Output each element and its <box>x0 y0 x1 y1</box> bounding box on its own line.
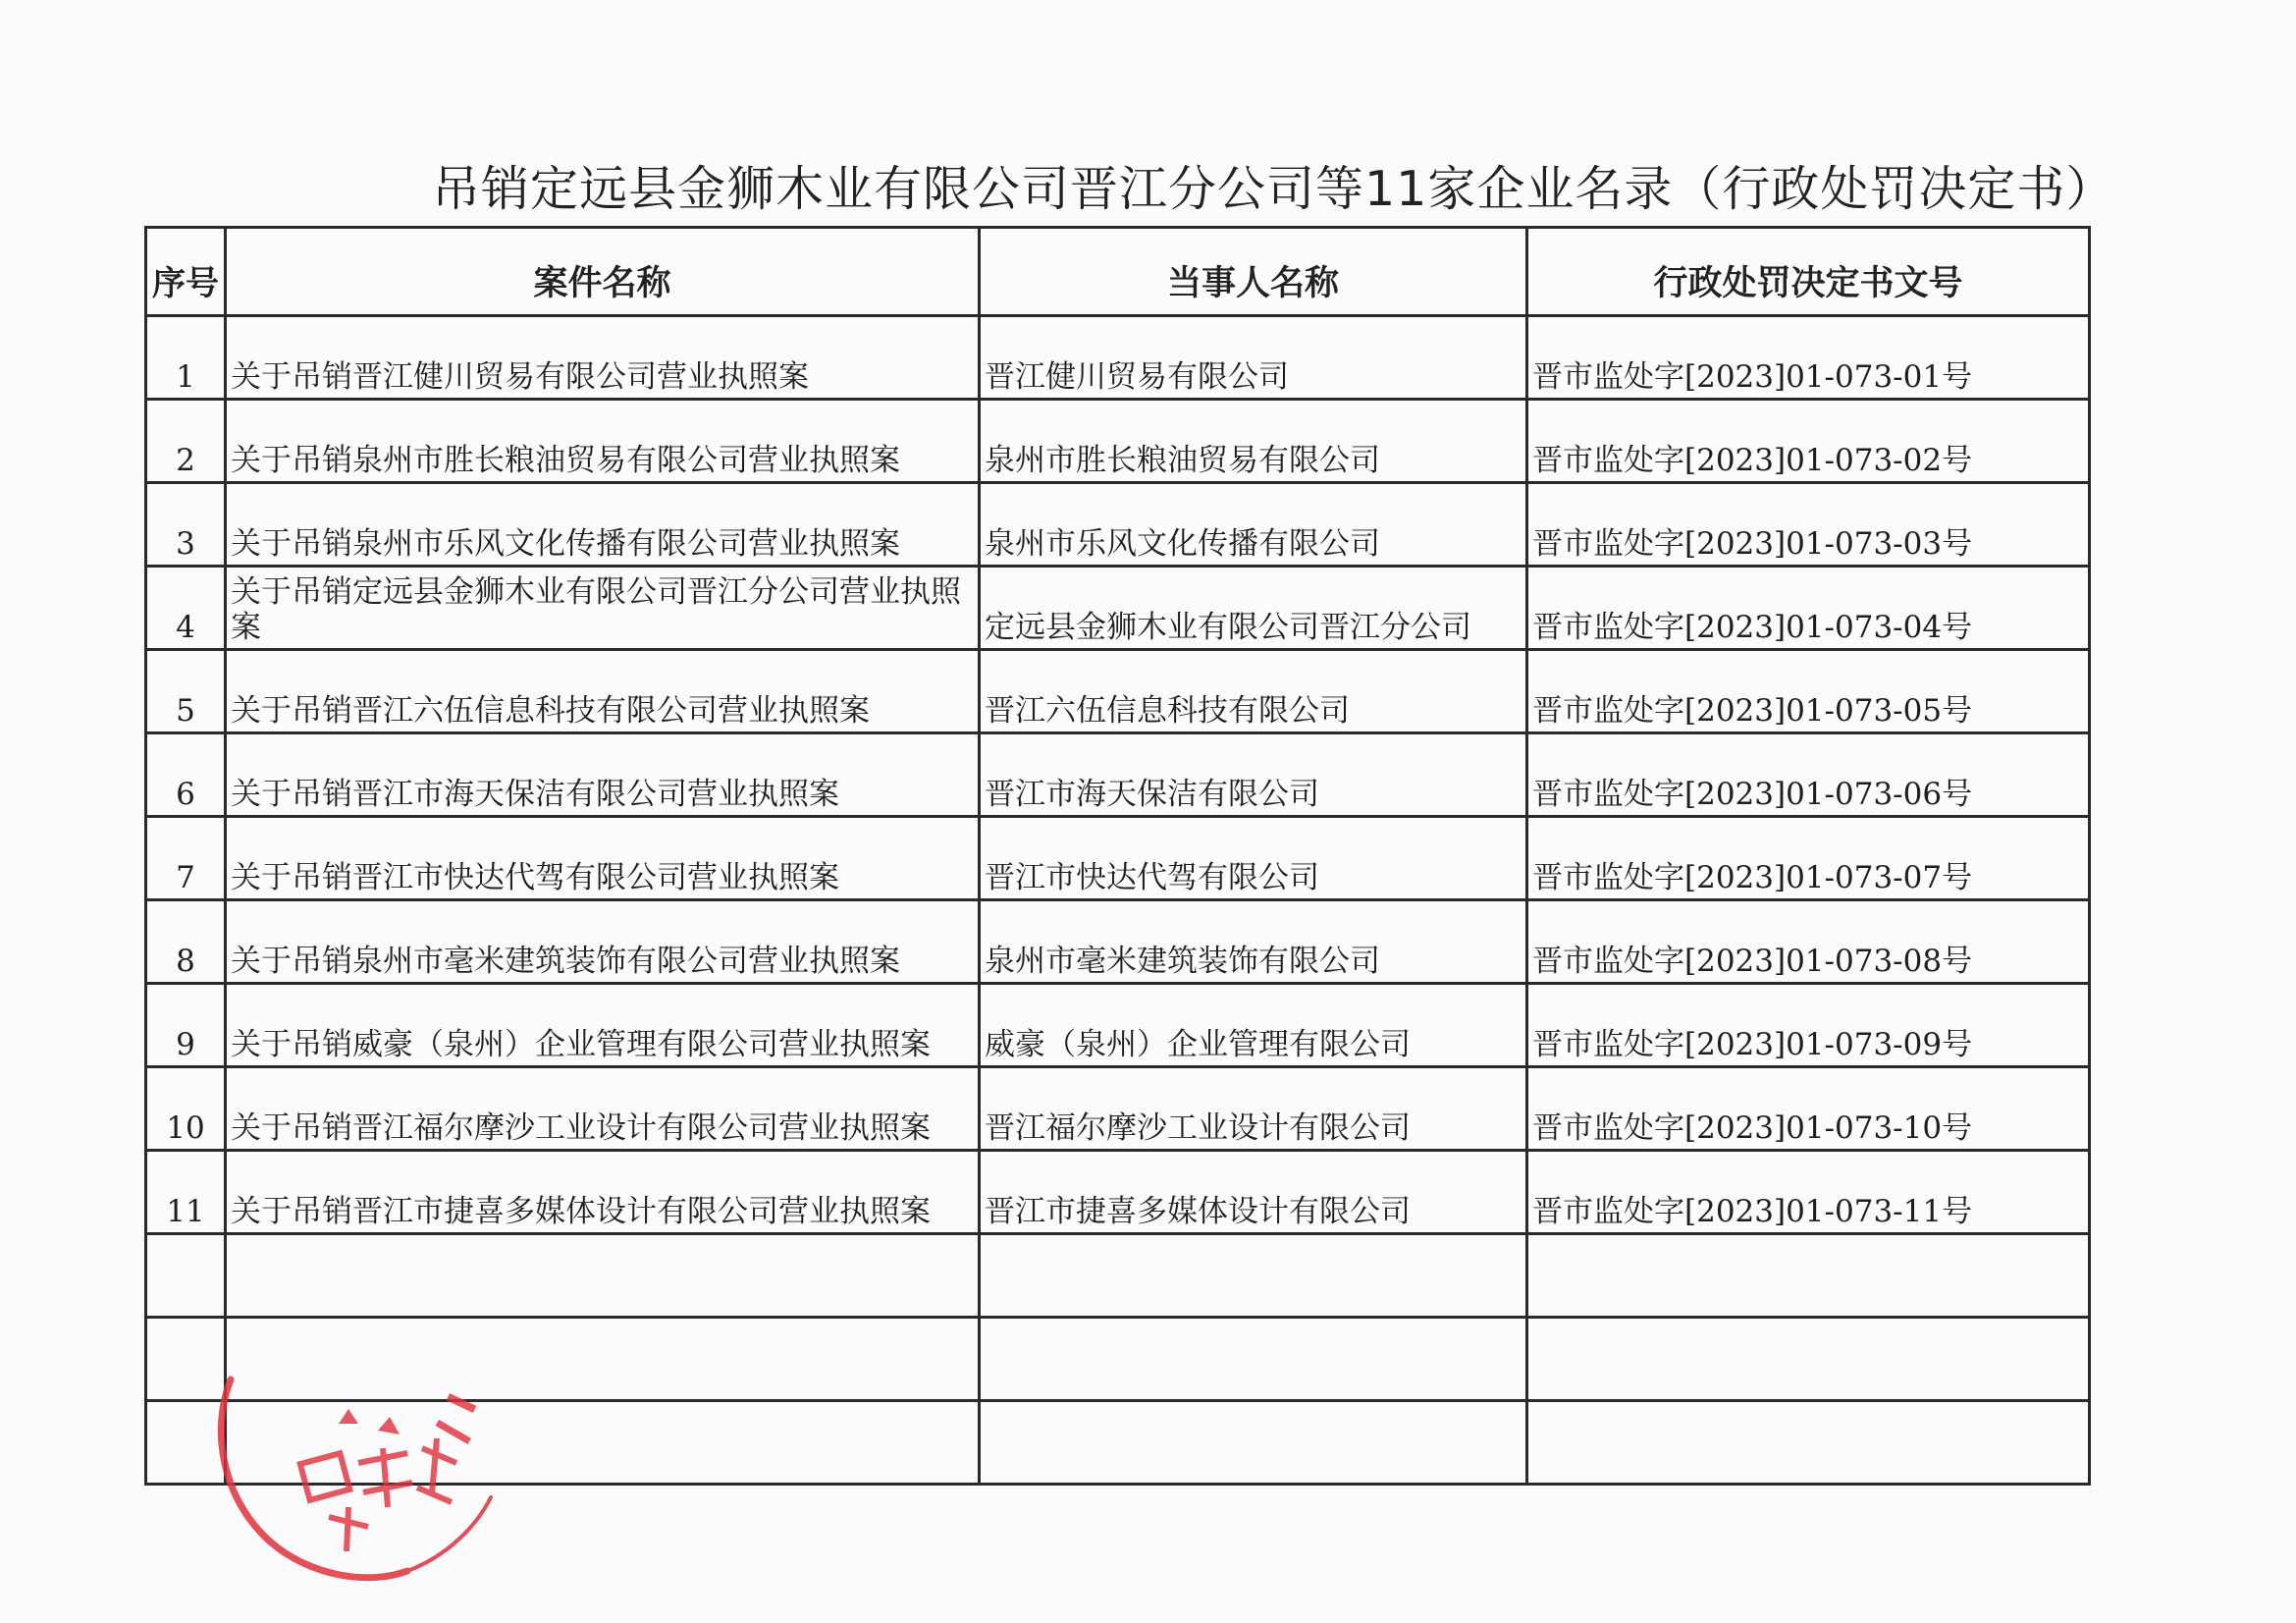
empty-cell <box>146 1318 226 1401</box>
records-table <box>144 226 2091 1486</box>
row-party-name: 泉州市毫米建筑装饰有限公司 <box>980 900 1527 984</box>
table-row-empty <box>146 1401 2090 1485</box>
table-row <box>146 400 2090 483</box>
table-row <box>146 483 2090 567</box>
row-case-name: 关于吊销泉州市胜长粮油贸易有限公司营业执照案 <box>226 400 980 483</box>
page-title: 吊销定远县金狮木业有限公司晋江分公司等11家企业名录（行政处罚决定书） <box>432 161 2115 217</box>
row-decision-no: 晋市监处字[2023]01-073-07号 <box>1527 817 2090 900</box>
empty-cell <box>980 1401 1527 1485</box>
empty-cell <box>1527 1401 2090 1485</box>
row-decision-no: 晋市监处字[2023]01-073-03号 <box>1527 483 2090 567</box>
row-party-name: 泉州市乐风文化传播有限公司 <box>980 483 1527 567</box>
table-row-empty <box>146 1318 2090 1401</box>
header-seq: 序号 <box>146 228 226 316</box>
row-seq: 8 <box>146 900 226 984</box>
row-seq: 7 <box>146 817 226 900</box>
row-seq: 11 <box>146 1151 226 1234</box>
row-seq: 10 <box>146 1067 226 1151</box>
row-seq: 3 <box>146 483 226 567</box>
row-case-name: 关于吊销泉州市乐风文化传播有限公司营业执照案 <box>226 483 980 567</box>
row-decision-no: 晋市监处字[2023]01-073-11号 <box>1527 1151 2090 1234</box>
row-case-name: 关于吊销威豪（泉州）企业管理有限公司营业执照案 <box>226 984 980 1067</box>
row-case-name: 关于吊销晋江市快达代驾有限公司营业执照案 <box>226 817 980 900</box>
table-row <box>146 900 2090 984</box>
empty-cell <box>1527 1318 2090 1401</box>
table-row <box>146 650 2090 733</box>
empty-cell <box>1527 1234 2090 1318</box>
empty-cell <box>146 1401 226 1485</box>
row-party-name: 晋江市捷喜多媒体设计有限公司 <box>980 1151 1527 1234</box>
row-decision-no: 晋市监处字[2023]01-073-04号 <box>1527 567 2090 650</box>
header-case-name: 案件名称 <box>226 228 980 316</box>
table-row <box>146 733 2090 817</box>
row-party-name: 威豪（泉州）企业管理有限公司 <box>980 984 1527 1067</box>
row-decision-no: 晋市监处字[2023]01-073-10号 <box>1527 1067 2090 1151</box>
row-case-name: 关于吊销晋江市捷喜多媒体设计有限公司营业执照案 <box>226 1151 980 1234</box>
row-party-name: 晋江福尔摩沙工业设计有限公司 <box>980 1067 1527 1151</box>
row-party-name: 晋江市海天保洁有限公司 <box>980 733 1527 817</box>
row-case-name: 关于吊销泉州市毫米建筑装饰有限公司营业执照案 <box>226 900 980 984</box>
table-header <box>146 228 2090 316</box>
row-decision-no: 晋市监处字[2023]01-073-01号 <box>1527 316 2090 400</box>
row-party-name: 晋江市快达代驾有限公司 <box>980 817 1527 900</box>
row-seq: 5 <box>146 650 226 733</box>
row-seq: 9 <box>146 984 226 1067</box>
empty-cell <box>226 1401 980 1485</box>
header-row <box>146 228 2090 316</box>
empty-cell <box>226 1318 980 1401</box>
row-decision-no: 晋市监处字[2023]01-073-06号 <box>1527 733 2090 817</box>
table-row <box>146 984 2090 1067</box>
row-seq: 4 <box>146 567 226 650</box>
table-row <box>146 1151 2090 1234</box>
row-decision-no: 晋市监处字[2023]01-073-02号 <box>1527 400 2090 483</box>
row-case-name: 关于吊销定远县金狮木业有限公司晋江分公司营业执照案 <box>226 567 980 650</box>
row-party-name: 晋江健川贸易有限公司 <box>980 316 1527 400</box>
table-row <box>146 1067 2090 1151</box>
row-case-name: 关于吊销晋江六伍信息科技有限公司营业执照案 <box>226 650 980 733</box>
row-seq: 1 <box>146 316 226 400</box>
row-seq: 6 <box>146 733 226 817</box>
row-case-name: 关于吊销晋江福尔摩沙工业设计有限公司营业执照案 <box>226 1067 980 1151</box>
header-party-name: 当事人名称 <box>980 228 1527 316</box>
table-row <box>146 567 2090 650</box>
row-party-name: 晋江六伍信息科技有限公司 <box>980 650 1527 733</box>
table-body <box>146 316 2090 1485</box>
table-row <box>146 316 2090 400</box>
row-case-name: 关于吊销晋江健川贸易有限公司营业执照案 <box>226 316 980 400</box>
row-decision-no: 晋市监处字[2023]01-073-09号 <box>1527 984 2090 1067</box>
table-row-empty <box>146 1234 2090 1318</box>
row-party-name: 泉州市胜长粮油贸易有限公司 <box>980 400 1527 483</box>
row-seq: 2 <box>146 400 226 483</box>
table-row <box>146 817 2090 900</box>
empty-cell <box>980 1234 1527 1318</box>
empty-cell <box>226 1234 980 1318</box>
row-decision-no: 晋市监处字[2023]01-073-05号 <box>1527 650 2090 733</box>
row-decision-no: 晋市监处字[2023]01-073-08号 <box>1527 900 2090 984</box>
header-decision-no: 行政处罚决定书文号 <box>1527 228 2090 316</box>
empty-cell <box>146 1234 226 1318</box>
row-party-name: 定远县金狮木业有限公司晋江分公司 <box>980 567 1527 650</box>
empty-cell <box>980 1318 1527 1401</box>
row-case-name: 关于吊销晋江市海天保洁有限公司营业执照案 <box>226 733 980 817</box>
